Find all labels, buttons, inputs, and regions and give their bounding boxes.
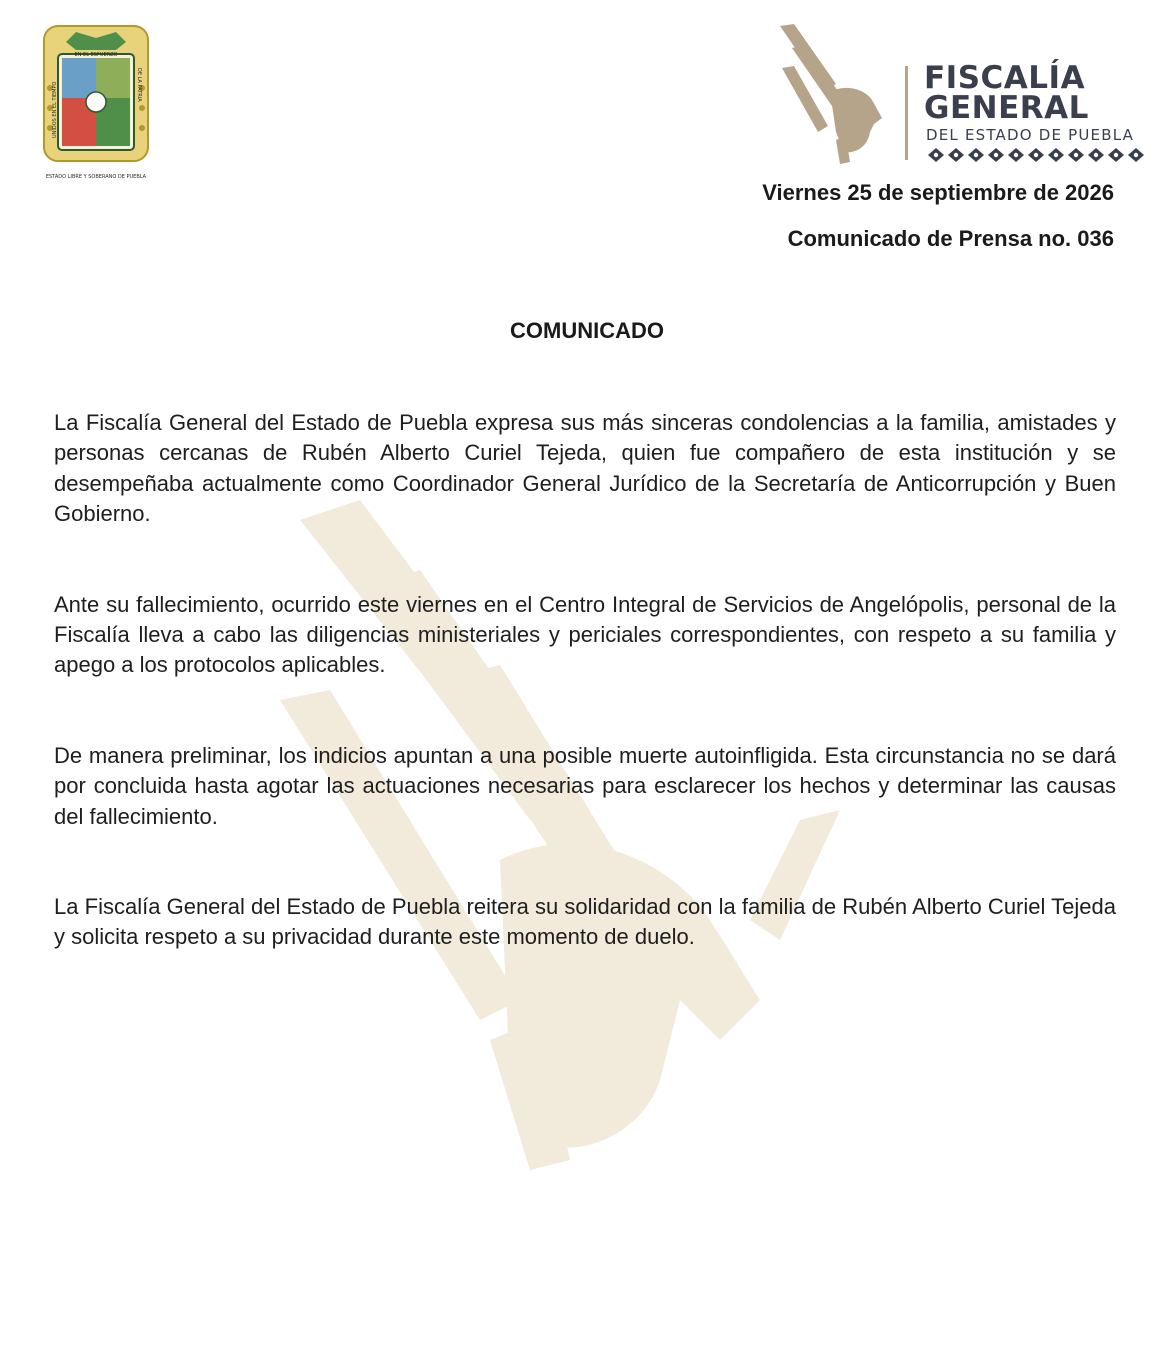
logo-divider — [905, 66, 908, 160]
seal-motto-left: UNIDOS EN EL TIEMPO — [52, 81, 58, 138]
fiscalia-profile-head-icon — [778, 22, 893, 164]
seal-motto-top: EN EL ESFUERZO — [74, 52, 118, 58]
agency-name-line1: FISCALÍA — [924, 60, 1086, 96]
decorative-pattern-icon — [924, 146, 1154, 164]
agency-logo — [778, 22, 1158, 167]
document-body — [54, 408, 1116, 1013]
document-heading: COMUNICADO — [510, 318, 664, 343]
body-paragraph: De manera preliminar, los indicios apuntan a una posible muerte autoinfligida. Esta circunstancia no se dará por concluida hasta agotar las actuaciones necesarias para esclarecer los hechos y determinar las causas del fallecimiento. — [54, 742, 1116, 829]
body-paragraph: La Fiscalía General del Estado de Puebla reitera su solidaridad con la familia de Rubén Alberto Curiel Tejeda y solicita respeto a su privacidad durante este momento de duelo. — [54, 894, 1116, 950]
agency-name-line3: DEL ESTADO DE PUEBLA — [926, 126, 1135, 144]
seal-motto-bottom: ESTADO LIBRE Y SOBERANO DE PUEBLA — [45, 174, 147, 180]
release-date: Viernes 25 de septiembre de 2026 — [762, 180, 1114, 205]
body-paragraph: Ante su fallecimiento, ocurrido este viernes en el Centro Integral de Servicios de Angelópolis, personal de la Fiscalía lleva a cabo las diligencias ministeriales y periciales correspondientes, con respeto a su familia y apego a los protocolos aplicables. — [54, 591, 1116, 678]
body-paragraph: La Fiscalía General del Estado de Puebla expresa sus más sinceras condolencias a la familia, amistades y personas cercanas de Rubén Alberto Curiel Tejeda, quien fue compañero de esta institución y se desempeñaba actualmente como Coordinador General Jurídico de la Secretaría de Anticorrupción y Buen Gobierno. — [54, 410, 1116, 527]
agency-name-line2: GENERAL — [924, 90, 1089, 126]
puebla-state-seal-icon — [36, 18, 156, 188]
seal-motto-right: DE LA PATRIA — [136, 68, 142, 102]
release-number: Comunicado de Prensa no. 036 — [787, 226, 1114, 251]
